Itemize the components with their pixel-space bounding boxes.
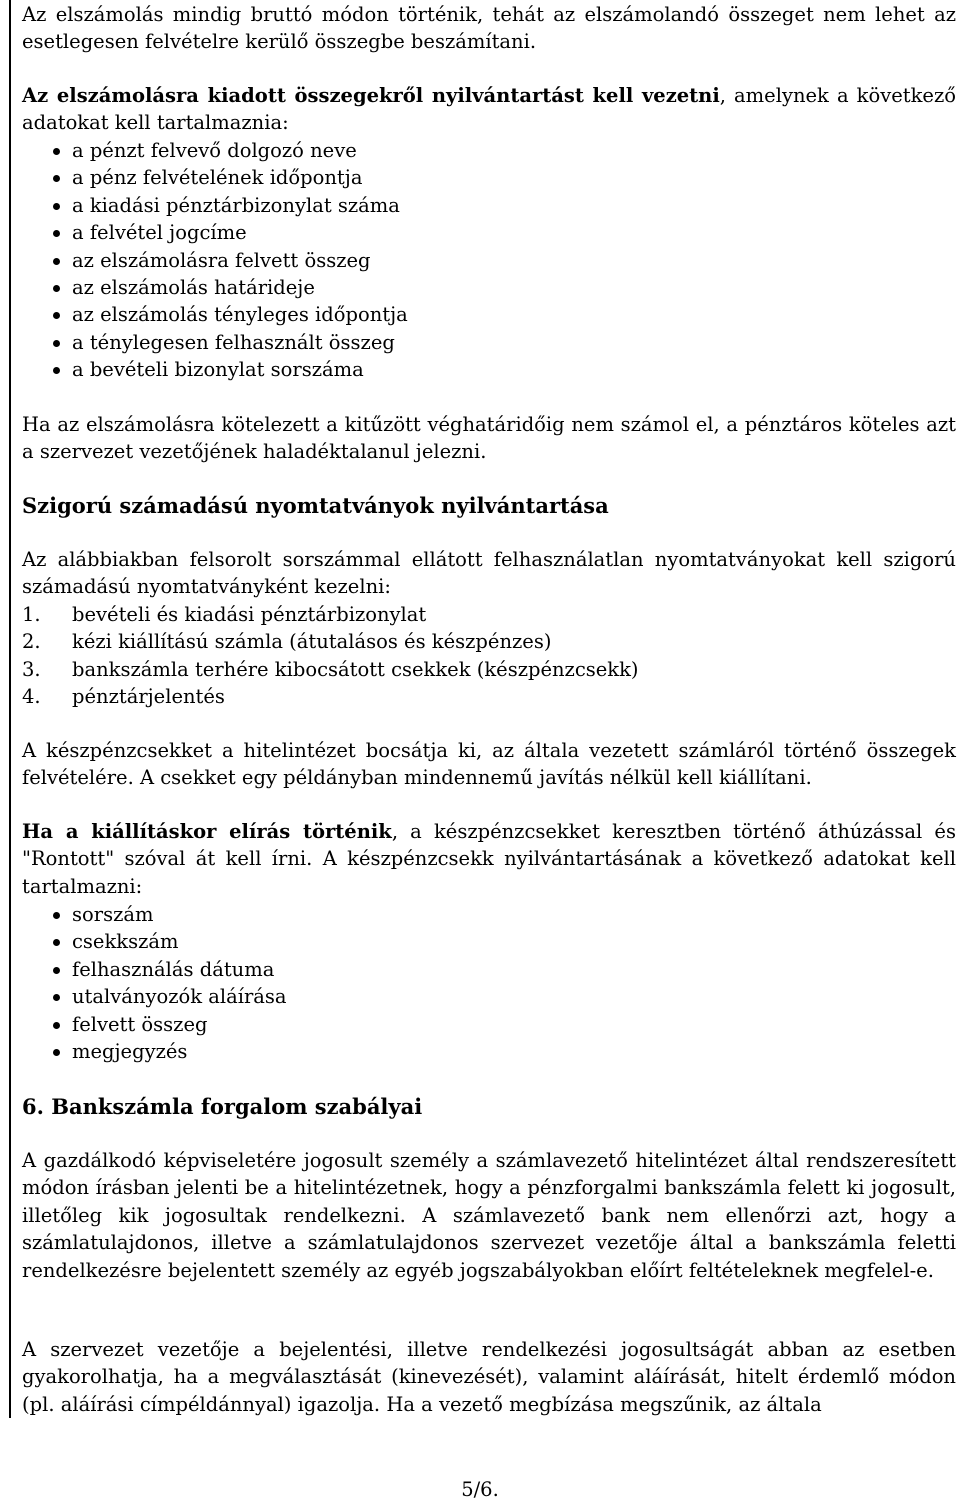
paragraph-gross-settlement: Az elszámolás mindig bruttó módon történik, tehát az elszámolandó összeget nem lehet az esetlegesen felvételre kerülő összegbe beszámítani.	[22, 3, 956, 54]
records-data-list	[22, 137, 956, 384]
list-item-text: a pénz felvételének időpontja	[72, 166, 363, 190]
list-item-text: a ténylegesen felhasznált összeg	[72, 330, 395, 354]
strict-form-item	[22, 628, 956, 655]
paragraph-deadline-report: Ha az elszámolásra kötelezett a kitűzött véghatáridőig nem számol el, a pénztáros köteles azt a szervezet vezetőjének haladéktalanul jelezni.	[22, 413, 956, 464]
bullet-icon	[53, 203, 60, 210]
bullet-icon	[53, 939, 60, 946]
list-item-text: az elszámolásra felvett összeg	[72, 248, 371, 272]
list-item-text: sorszám	[72, 903, 154, 926]
list-item-text: pénztárjelentés	[72, 685, 225, 709]
bullet-icon	[53, 175, 60, 182]
list-item-text: az elszámolás tényleges időpontja	[72, 303, 408, 327]
bullet-icon	[53, 367, 60, 374]
records-list-item	[22, 192, 956, 219]
list-item-text: bankszámla terhére kibocsátott csekkek (készpénzcsekk)	[72, 657, 639, 681]
records-list-item	[22, 219, 956, 246]
page-number: 5/6.	[461, 1478, 499, 1501]
bullet-icon	[53, 340, 60, 347]
misprint-rest: , a készpénzcsekket keresztben történő áthúzással és "Rontott" szóval át kell írni. A készpénzcsekk nyilvántartásának a következő adatokat kell tartalmazni:	[22, 820, 956, 898]
bullet-icon	[53, 285, 60, 292]
list-item-text: kézi kiállítású számla (átutalásos és készpénzes)	[72, 630, 552, 654]
records-list-item	[22, 247, 956, 274]
records-list-item	[22, 356, 956, 383]
paragraph-manager-rights: A szervezet vezetője a bejelentési, illetve rendelkezési jogosultságát abban az esetben gyakorolhatja, ha a megválasztását (kinevezését), valamint aláírását, hitelt érdemlő módon (pl. aláírási címpéldánnyal) igazolja. Ha a vezető megbízása megszűnik, az általa	[22, 1338, 956, 1416]
heading-strict-forms: Szigorú számadású nyomtatványok nyilvántartása	[22, 493, 609, 518]
list-item-text: a kiadási pénztárbizonylat száma	[72, 193, 400, 217]
list-item-number: 3.	[22, 657, 41, 681]
strict-form-item	[22, 656, 956, 683]
records-list-item	[22, 164, 956, 191]
records-intro-rest: , amelynek a következő adatokat kell tartalmaznia:	[22, 84, 956, 135]
list-item-text: a pénzt felvevő dolgozó neve	[72, 139, 357, 162]
list-item-text: felvett összeg	[72, 1012, 208, 1036]
cheque-list-item	[22, 956, 956, 983]
list-item-number: 2.	[22, 630, 41, 654]
list-item-text: a felvétel jogcíme	[72, 221, 247, 245]
bullet-icon	[53, 1049, 60, 1056]
records-list-item	[22, 274, 956, 301]
paragraph-misprint	[22, 818, 956, 900]
list-item-text: a bevételi bizonylat sorszáma	[72, 358, 364, 382]
strict-forms-list	[22, 601, 956, 711]
list-item-text: utalványozók aláírása	[72, 985, 287, 1009]
list-item-number: 1.	[22, 603, 41, 626]
list-item-text: felhasználás dátuma	[72, 957, 275, 981]
paragraph-records-intro	[22, 82, 956, 137]
paragraph-strict-forms-intro: Az alábbiakban felsorolt sorszámmal ellátott felhasználatlan nyomtatványokat kell szigorú számadású nyomtatványként kezelni:	[22, 548, 956, 599]
misprint-bold: Ha a kiállításkor elírás történik	[22, 820, 392, 843]
cheque-list-item	[22, 928, 956, 955]
cheque-list-item	[22, 1011, 956, 1038]
records-intro-bold: Az elszámolásra kiadott összegekről nyilvántartást kell vezetni	[22, 84, 720, 107]
list-item-text: megjegyzés	[72, 1039, 188, 1063]
bullet-icon	[53, 912, 60, 919]
list-item-text: az elszámolás határideje	[72, 275, 315, 299]
records-list-item	[22, 329, 956, 356]
bullet-icon	[53, 258, 60, 265]
bullet-icon	[53, 1022, 60, 1029]
paragraph-cash-cheque: A készpénzcsekket a hitelintézet bocsátja ki, az általa vezetett számláról történő összegek felvételére. A csekket egy példányban mindennemű javítás nélkül kell kiállítani.	[22, 739, 956, 790]
list-item-number: 4.	[22, 685, 41, 709]
cheque-records-list	[22, 901, 956, 1065]
records-list-item	[22, 137, 956, 164]
heading-bank-account-rules: 6. Bankszámla forgalom szabályai	[22, 1094, 423, 1119]
bullet-icon	[53, 994, 60, 1001]
strict-form-item	[22, 683, 956, 710]
list-item-text: bevételi és kiadási pénztárbizonylat	[72, 603, 427, 626]
cheque-list-item	[22, 983, 956, 1010]
bullet-icon	[53, 148, 60, 155]
bullet-icon	[53, 967, 60, 974]
strict-form-item	[22, 601, 956, 628]
records-list-item	[22, 301, 956, 328]
cheque-list-item	[22, 1038, 956, 1065]
list-item-text: csekkszám	[72, 930, 179, 954]
bullet-icon	[53, 230, 60, 237]
bullet-icon	[53, 312, 60, 319]
left-margin-rule	[9, 0, 11, 1418]
cheque-list-item	[22, 901, 956, 928]
paragraph-bank-authorization: A gazdálkodó képviseletére jogosult személy a számlavezető hitelintézet által rendszeresített módon írásban jelenti be a hitelintézetnek, hogy a pénzforgalmi bankszámla felett ki jogosult, illetőleg kik jogosultak rendelkezni. A számlavezető bank nem ellenőrzi azt, hogy a számlatulajdonos, illetve a számlatulajdonos szervezet vezetője által a bankszámla feletti rendelkezésre bejelentett személy az egyéb jogszabályokban előírt feltételeknek megfelel-e.	[22, 1149, 956, 1282]
